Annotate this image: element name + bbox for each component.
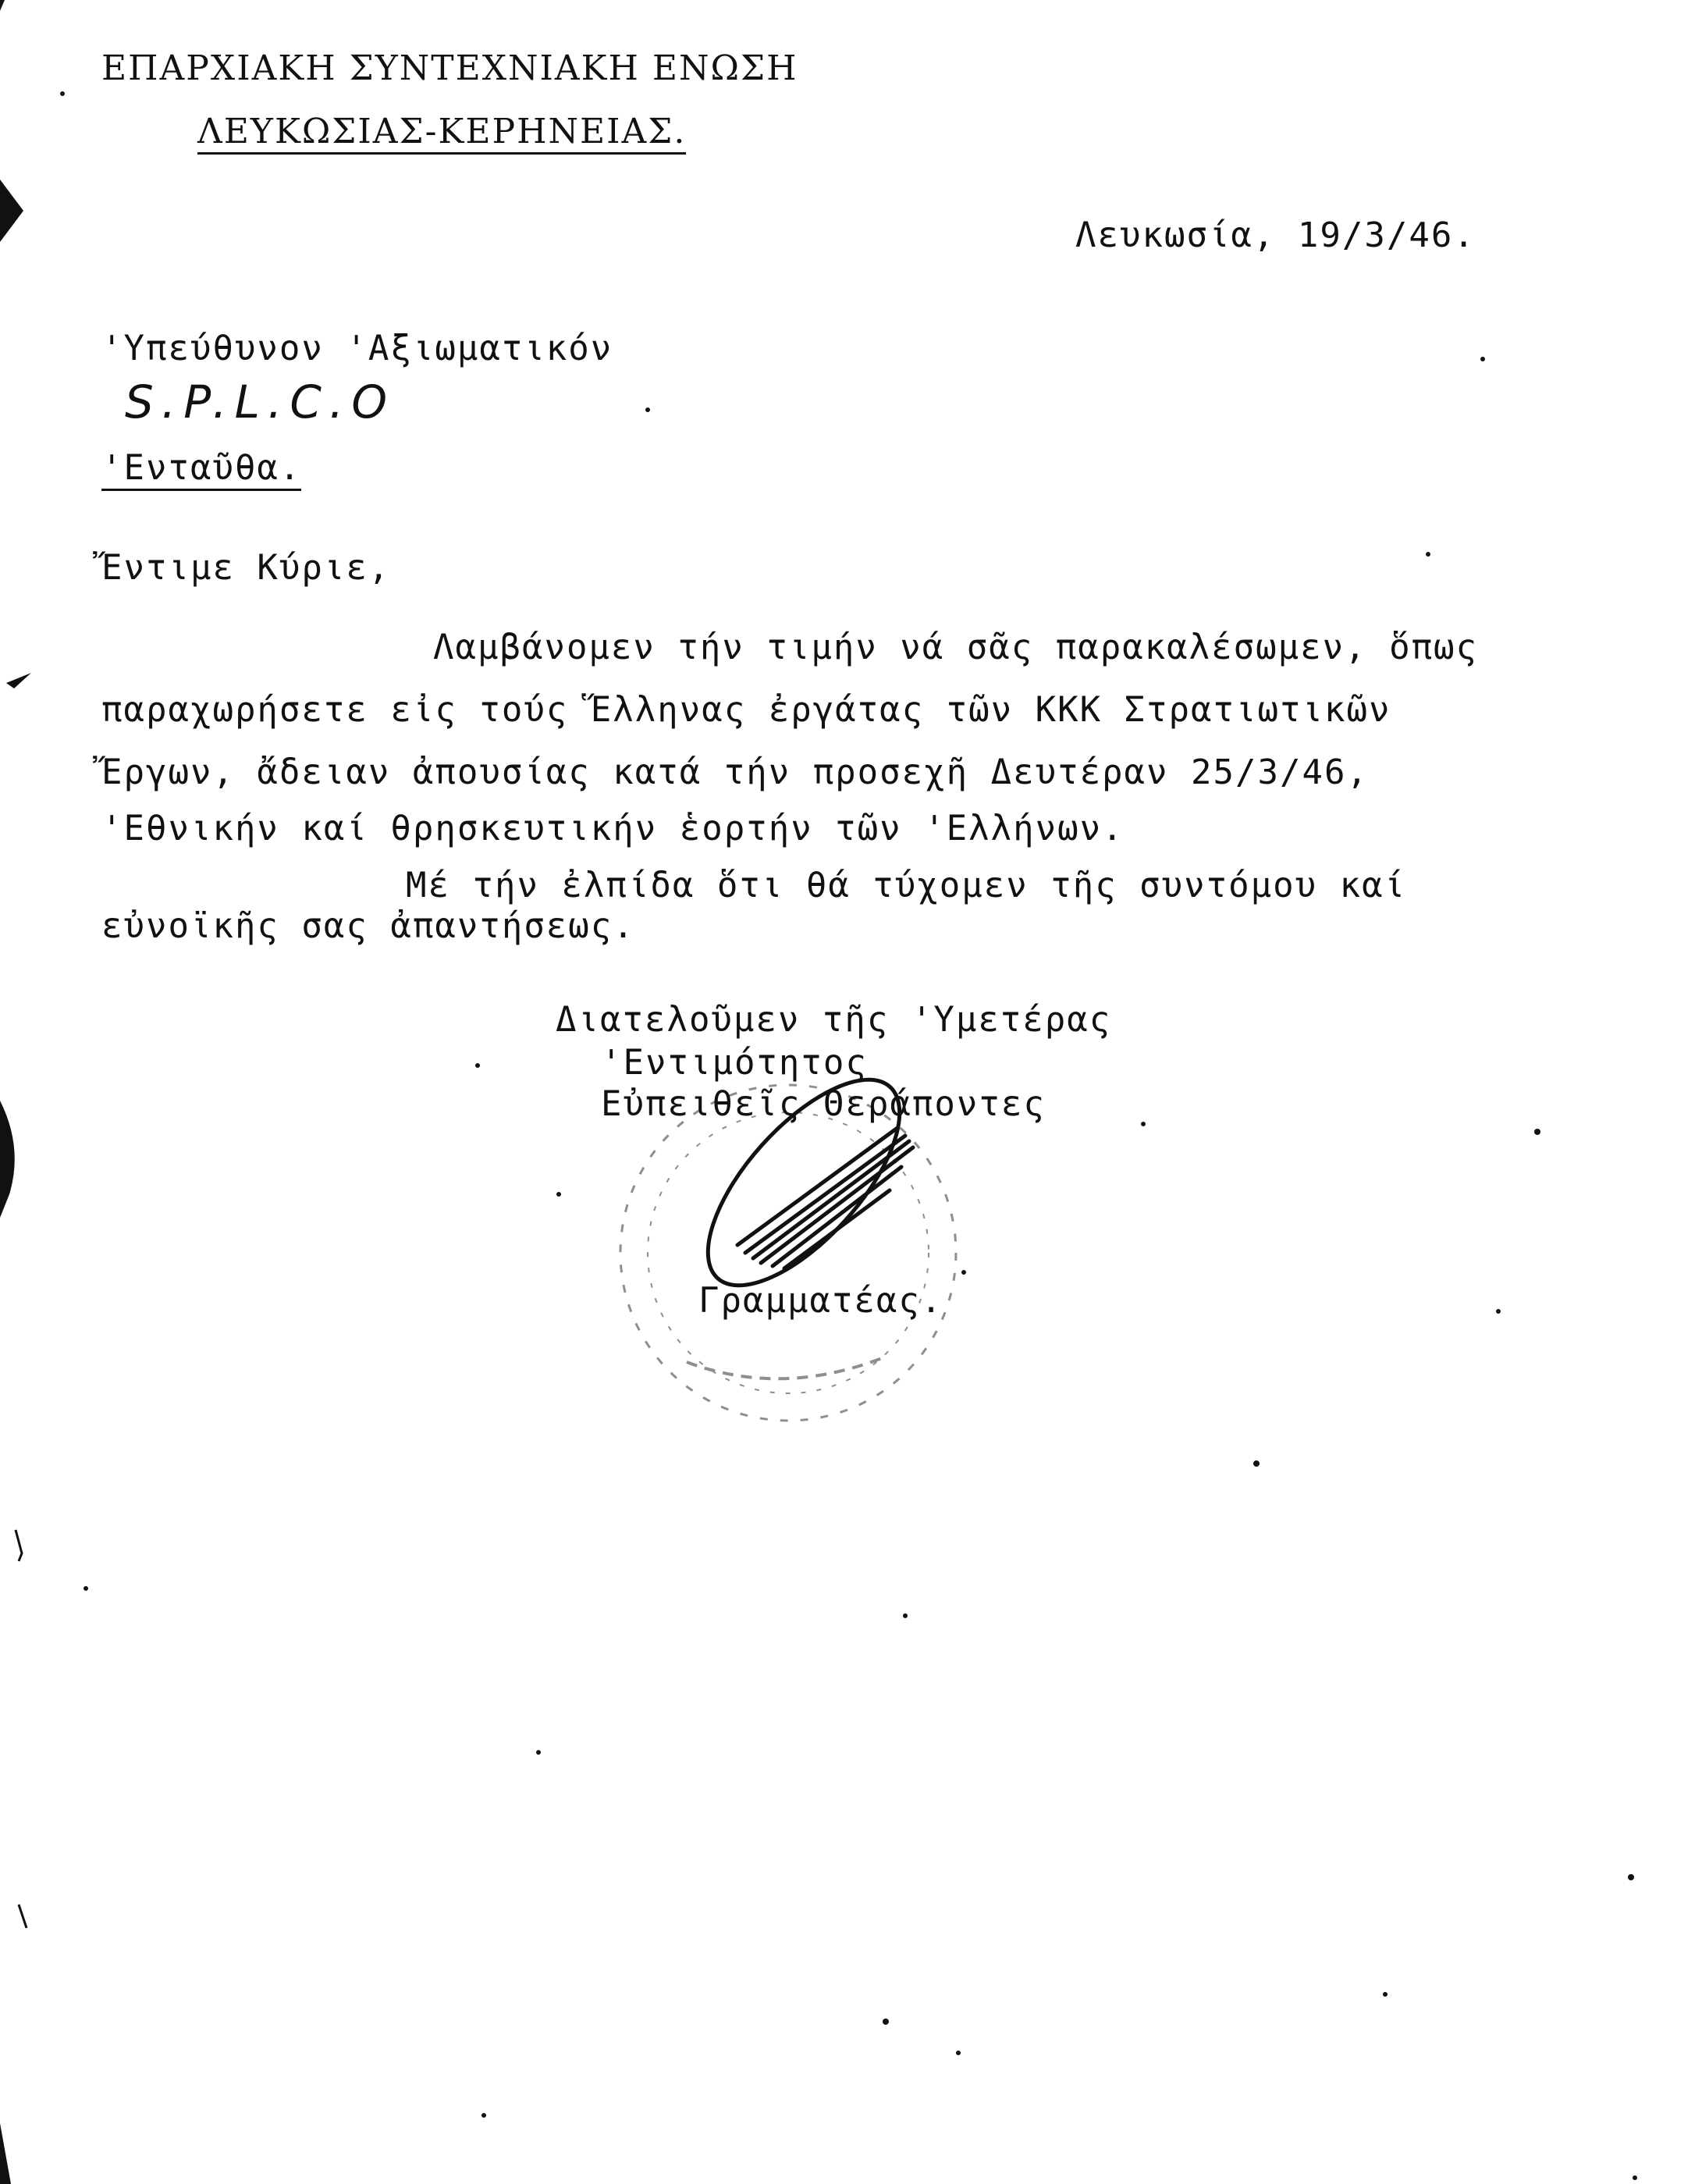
closing-line3: Εὐπειθεῖς Θεράποντες <box>601 1084 1046 1124</box>
edge-mark <box>0 2123 11 2184</box>
edge-mark <box>16 1530 22 1561</box>
letterhead-line1: ΕΠΑΡΧΙΑΚΗ ΣΥΝΤΕΧΝΙΑΚΗ ΕΝΩΣΗ <box>101 48 798 88</box>
handwritten-recipient: S.P.L.C.O <box>125 375 396 429</box>
body-line: 'Εθνικήν καί θρησκευτικήν ἑορτήν τῶν 'Ελλήνων. <box>101 809 1125 848</box>
signature-title: Γραμματέας. <box>698 1281 943 1321</box>
salutation: Ἔντιμε Κύριε, <box>101 548 391 588</box>
edge-mark <box>0 1101 15 1218</box>
body-line: Λαμβάνομεν τήν τιμήν νά σᾶς παρακαλέσωμεν, ὅπως <box>433 628 1479 667</box>
edge-mark <box>19 1905 27 1928</box>
date-line: Λευκωσία, 19/3/46. <box>1075 215 1476 255</box>
recipient-line1: 'Υπεύθυνον 'Αξιωματικόν <box>101 329 613 368</box>
body-line: Ἔργων, ἄδειαν ἀπουσίας κατά τήν προσεχῆ Δευτέραν 25/3/46, <box>101 752 1369 792</box>
closing-line1: Διατελοῦμεν τῆς 'Υμετέρας <box>556 1000 1112 1040</box>
letterhead-line2: ΛΕΥΚΩΣΙΑΣ-ΚΕΡΗΝΕΙΑΣ. <box>197 115 686 155</box>
closing-line2: 'Εντιμότητος <box>601 1043 868 1083</box>
edge-mark <box>6 673 31 688</box>
body-line: εὐνοϊκῆς σας ἀπαντήσεως. <box>101 906 635 946</box>
recipient-line3: 'Ενταῦθα. <box>101 451 301 491</box>
body-line: Μέ τήν ἐλπίδα ὅτι θά τύχομεν τῆς συντόμου καί <box>406 866 1407 905</box>
edge-mark <box>0 0 5 11</box>
body-line: παραχωρήσετε εἰς τούς Ἕλληνας ἐργάτας τῶν ΚΚΚ Στρατιωτικῶν <box>101 690 1391 730</box>
edge-mark <box>0 180 23 242</box>
